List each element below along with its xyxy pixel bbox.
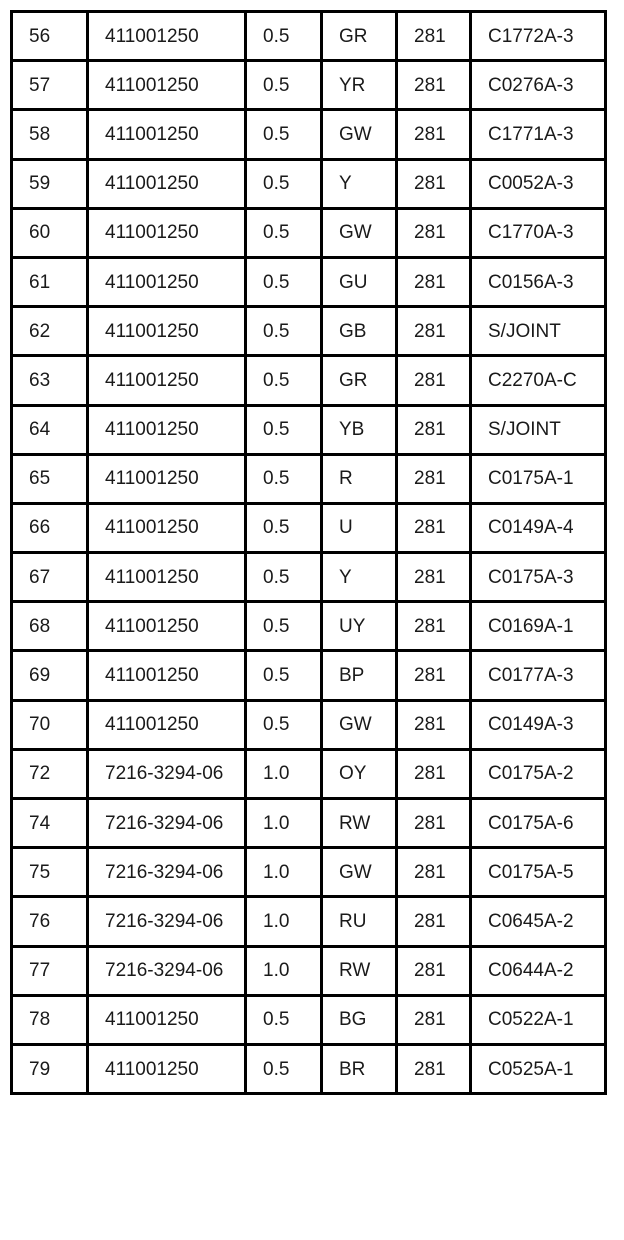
- wire-list-table: [10, 10, 607, 1095]
- wire-number-cell: 72: [12, 749, 88, 798]
- wire-number-cell: 69: [12, 651, 88, 700]
- wire-size-cell: 0.5: [246, 12, 322, 61]
- wire-colour-cell: BG: [322, 995, 397, 1044]
- length-cell: 281: [397, 553, 471, 602]
- connector-cell: C1771A-3: [471, 110, 606, 159]
- wire-size-cell: 0.5: [246, 257, 322, 306]
- wire-number-cell: 66: [12, 503, 88, 552]
- connector-cell: C0175A-2: [471, 749, 606, 798]
- connector-cell: C2270A-C: [471, 356, 606, 405]
- length-cell: 281: [397, 307, 471, 356]
- connector-cell: C0645A-2: [471, 897, 606, 946]
- wire-size-cell: 0.5: [246, 503, 322, 552]
- connector-cell: C1770A-3: [471, 208, 606, 257]
- wire-size-cell: 1.0: [246, 848, 322, 897]
- part-number-cell: 411001250: [88, 257, 246, 306]
- wire-size-cell: 0.5: [246, 454, 322, 503]
- table-row: [12, 897, 606, 946]
- part-number-cell: 411001250: [88, 12, 246, 61]
- wire-number-cell: 62: [12, 307, 88, 356]
- length-cell: 281: [397, 995, 471, 1044]
- wire-number-cell: 56: [12, 12, 88, 61]
- connector-cell: C0175A-3: [471, 553, 606, 602]
- wire-colour-cell: Y: [322, 553, 397, 602]
- length-cell: 281: [397, 61, 471, 110]
- wire-size-cell: 0.5: [246, 307, 322, 356]
- connector-cell: C1772A-3: [471, 12, 606, 61]
- wire-number-cell: 75: [12, 848, 88, 897]
- table-row: [12, 454, 606, 503]
- length-cell: 281: [397, 257, 471, 306]
- wire-number-cell: 78: [12, 995, 88, 1044]
- wire-colour-cell: GW: [322, 208, 397, 257]
- wire-colour-cell: R: [322, 454, 397, 503]
- connector-cell: C0149A-3: [471, 700, 606, 749]
- length-cell: 281: [397, 1044, 471, 1093]
- length-cell: 281: [397, 700, 471, 749]
- table-row: [12, 356, 606, 405]
- connector-cell: C0175A-5: [471, 848, 606, 897]
- connector-cell: C0525A-1: [471, 1044, 606, 1093]
- table-row: [12, 405, 606, 454]
- wire-colour-cell: OY: [322, 749, 397, 798]
- part-number-cell: 7216-3294-06: [88, 799, 246, 848]
- wire-size-cell: 0.5: [246, 1044, 322, 1093]
- wire-size-cell: 0.5: [246, 159, 322, 208]
- table-row: [12, 651, 606, 700]
- part-number-cell: 411001250: [88, 553, 246, 602]
- wire-colour-cell: GW: [322, 700, 397, 749]
- wire-size-cell: 0.5: [246, 356, 322, 405]
- wire-number-cell: 59: [12, 159, 88, 208]
- connector-cell: C0149A-4: [471, 503, 606, 552]
- wire-number-cell: 61: [12, 257, 88, 306]
- wire-size-cell: 0.5: [246, 208, 322, 257]
- wire-number-cell: 67: [12, 553, 88, 602]
- part-number-cell: 7216-3294-06: [88, 946, 246, 995]
- table-row: [12, 946, 606, 995]
- table-row: [12, 602, 606, 651]
- wire-colour-cell: GR: [322, 356, 397, 405]
- wire-colour-cell: GW: [322, 848, 397, 897]
- wire-number-cell: 60: [12, 208, 88, 257]
- wire-colour-cell: U: [322, 503, 397, 552]
- wire-size-cell: 1.0: [246, 897, 322, 946]
- wire-colour-cell: BP: [322, 651, 397, 700]
- connector-cell: C0522A-1: [471, 995, 606, 1044]
- table-row: [12, 553, 606, 602]
- part-number-cell: 411001250: [88, 307, 246, 356]
- wire-number-cell: 57: [12, 61, 88, 110]
- length-cell: 281: [397, 848, 471, 897]
- connector-cell: C0175A-1: [471, 454, 606, 503]
- wire-colour-cell: RW: [322, 799, 397, 848]
- length-cell: 281: [397, 208, 471, 257]
- part-number-cell: 411001250: [88, 61, 246, 110]
- part-number-cell: 411001250: [88, 503, 246, 552]
- table-row: [12, 749, 606, 798]
- wire-size-cell: 0.5: [246, 553, 322, 602]
- table-row: [12, 700, 606, 749]
- table-row: [12, 61, 606, 110]
- wire-size-cell: 1.0: [246, 946, 322, 995]
- connector-cell: S/JOINT: [471, 307, 606, 356]
- wire-colour-cell: GW: [322, 110, 397, 159]
- part-number-cell: 411001250: [88, 405, 246, 454]
- part-number-cell: 411001250: [88, 356, 246, 405]
- wire-colour-cell: GU: [322, 257, 397, 306]
- wire-number-cell: 76: [12, 897, 88, 946]
- length-cell: 281: [397, 503, 471, 552]
- wire-list-body: [12, 12, 606, 1094]
- table-row: [12, 12, 606, 61]
- connector-cell: C0156A-3: [471, 257, 606, 306]
- length-cell: 281: [397, 159, 471, 208]
- wire-number-cell: 70: [12, 700, 88, 749]
- part-number-cell: 7216-3294-06: [88, 897, 246, 946]
- table-row: [12, 307, 606, 356]
- table-row: [12, 1044, 606, 1093]
- wire-number-cell: 63: [12, 356, 88, 405]
- length-cell: 281: [397, 946, 471, 995]
- part-number-cell: 411001250: [88, 651, 246, 700]
- wire-number-cell: 74: [12, 799, 88, 848]
- wire-number-cell: 58: [12, 110, 88, 159]
- table-row: [12, 503, 606, 552]
- wire-size-cell: 0.5: [246, 110, 322, 159]
- part-number-cell: 411001250: [88, 1044, 246, 1093]
- wire-colour-cell: BR: [322, 1044, 397, 1093]
- length-cell: 281: [397, 897, 471, 946]
- wire-size-cell: 1.0: [246, 799, 322, 848]
- wire-size-cell: 0.5: [246, 995, 322, 1044]
- wire-number-cell: 68: [12, 602, 88, 651]
- wire-colour-cell: YR: [322, 61, 397, 110]
- wire-number-cell: 65: [12, 454, 88, 503]
- part-number-cell: 411001250: [88, 700, 246, 749]
- length-cell: 281: [397, 651, 471, 700]
- wire-size-cell: 0.5: [246, 651, 322, 700]
- connector-cell: C0177A-3: [471, 651, 606, 700]
- part-number-cell: 411001250: [88, 110, 246, 159]
- wire-colour-cell: UY: [322, 602, 397, 651]
- part-number-cell: 7216-3294-06: [88, 749, 246, 798]
- connector-cell: C0276A-3: [471, 61, 606, 110]
- wire-number-cell: 79: [12, 1044, 88, 1093]
- length-cell: 281: [397, 405, 471, 454]
- wire-size-cell: 1.0: [246, 749, 322, 798]
- connector-cell: S/JOINT: [471, 405, 606, 454]
- wire-colour-cell: RW: [322, 946, 397, 995]
- length-cell: 281: [397, 602, 471, 651]
- length-cell: 281: [397, 12, 471, 61]
- table-row: [12, 995, 606, 1044]
- connector-cell: C0169A-1: [471, 602, 606, 651]
- table-row: [12, 848, 606, 897]
- wire-number-cell: 77: [12, 946, 88, 995]
- connector-cell: C0052A-3: [471, 159, 606, 208]
- length-cell: 281: [397, 799, 471, 848]
- length-cell: 281: [397, 454, 471, 503]
- wire-colour-cell: RU: [322, 897, 397, 946]
- wire-colour-cell: GR: [322, 12, 397, 61]
- part-number-cell: 411001250: [88, 159, 246, 208]
- table-row: [12, 110, 606, 159]
- length-cell: 281: [397, 356, 471, 405]
- connector-cell: C0175A-6: [471, 799, 606, 848]
- table-row: [12, 257, 606, 306]
- wire-colour-cell: GB: [322, 307, 397, 356]
- table-row: [12, 159, 606, 208]
- wire-number-cell: 64: [12, 405, 88, 454]
- part-number-cell: 411001250: [88, 995, 246, 1044]
- wire-size-cell: 0.5: [246, 61, 322, 110]
- table-row: [12, 208, 606, 257]
- table-row: [12, 799, 606, 848]
- connector-cell: C0644A-2: [471, 946, 606, 995]
- wire-size-cell: 0.5: [246, 700, 322, 749]
- part-number-cell: 411001250: [88, 602, 246, 651]
- wire-size-cell: 0.5: [246, 405, 322, 454]
- length-cell: 281: [397, 110, 471, 159]
- length-cell: 281: [397, 749, 471, 798]
- part-number-cell: 7216-3294-06: [88, 848, 246, 897]
- part-number-cell: 411001250: [88, 208, 246, 257]
- wire-colour-cell: YB: [322, 405, 397, 454]
- wire-colour-cell: Y: [322, 159, 397, 208]
- wire-size-cell: 0.5: [246, 602, 322, 651]
- part-number-cell: 411001250: [88, 454, 246, 503]
